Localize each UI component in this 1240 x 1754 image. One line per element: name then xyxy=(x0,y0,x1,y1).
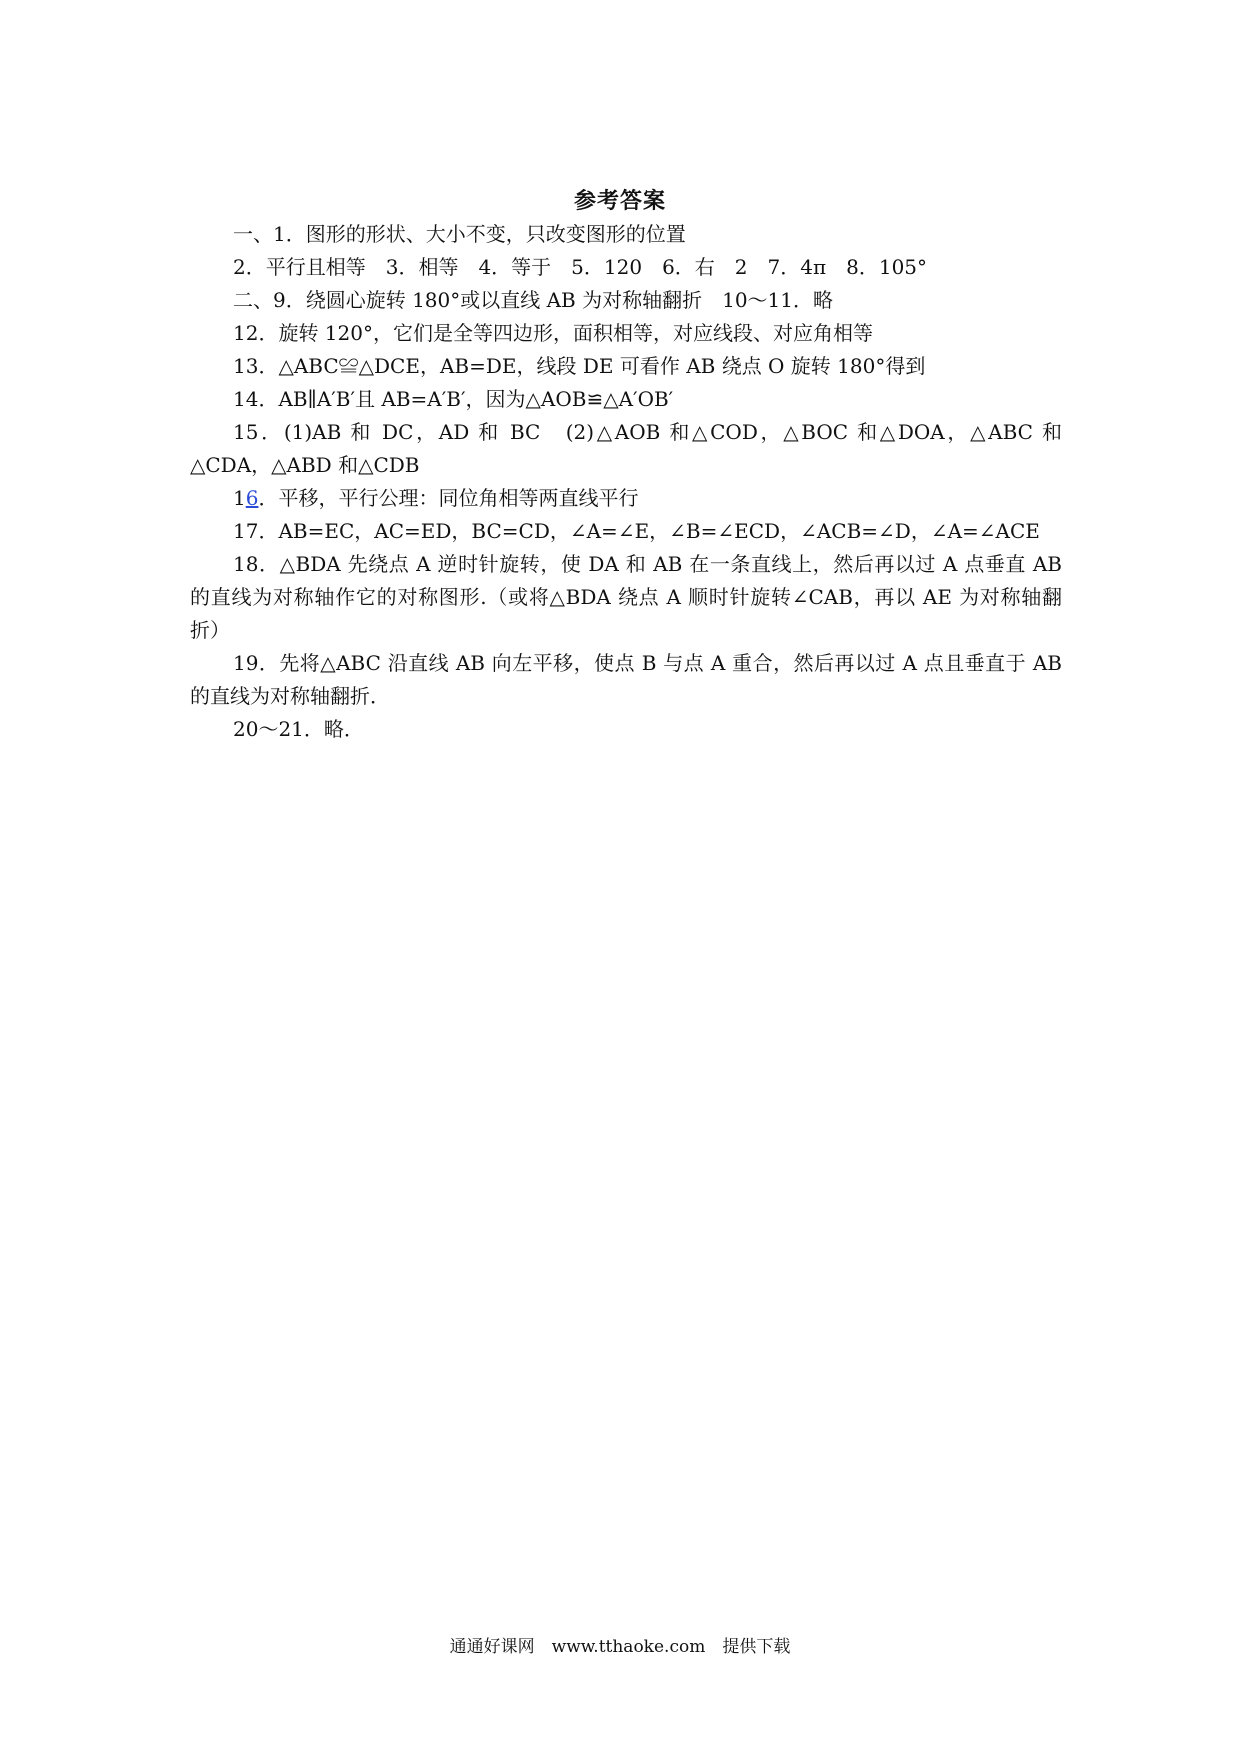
answer-paragraph-19: 19．先将△ABC 沿直线 AB 向左平移，使点 B 与点 A 重合，然后再以过 A 点且垂直于 AB 的直线为对称轴翻折． xyxy=(190,651,1062,708)
answer-16-prefix: 1 xyxy=(233,486,246,510)
answer-line-1: 一、1．图形的形状、大小不变，只改变图形的位置 xyxy=(233,222,686,246)
answer-line-20: 20～21．略． xyxy=(233,717,364,741)
answer-16-link[interactable]: 6 xyxy=(245,486,259,510)
page-footer: 通通好课网 www.tthaoke.com 提供下载 xyxy=(449,1637,791,1657)
answer-line-4: 12．旋转 120°，它们是全等四边形，面积相等，对应线段、对应角相等 xyxy=(233,321,873,345)
answer-paragraph-15: 15．(1)AB 和 DC，AD 和 BC (2)△AOB 和△COD，△BOC 和△DOA，△ABC 和△CDA，△ABD 和△CDB xyxy=(190,420,1062,477)
answer-line-16 xyxy=(233,482,638,515)
page-title: 参考答案 xyxy=(573,188,666,214)
answer-line-3: 二、9．绕圆心旋转 180°或以直线 AB 为对称轴翻折 10～11．略 xyxy=(233,288,834,312)
answer-16-text: ．平移，平行公理：同位角相等两直线平行 xyxy=(258,486,639,510)
answer-line-5: 13．△ABC≌△DCE，AB=DE，线段 DE 可看作 AB 绕点 O 旋转 180°得到 xyxy=(233,354,926,378)
answer-line-2: 2．平行且相等 3．相等 4．等于 5．120 6．右 2 7．4π 8．105° xyxy=(233,255,928,279)
answer-paragraph-18: 18．△BDA 先绕点 A 逆时针旋转，使 DA 和 AB 在一条直线上，然后再以过 A 点垂直 AB 的直线为对称轴作它的对称图形.（或将△BDA 绕点 A 顺时针旋转∠CAB，再以 AE 为对称轴翻折） xyxy=(190,552,1062,642)
answer-line-17: 17．AB=EC，AC=ED，BC=CD，∠A=∠E，∠B=∠ECD，∠ACB=∠D，∠A=∠ACE xyxy=(233,519,1040,543)
answer-line-6: 14．AB∥A′B′且 AB=A′B′，因为△AOB≌△A′OB′ xyxy=(233,387,674,411)
